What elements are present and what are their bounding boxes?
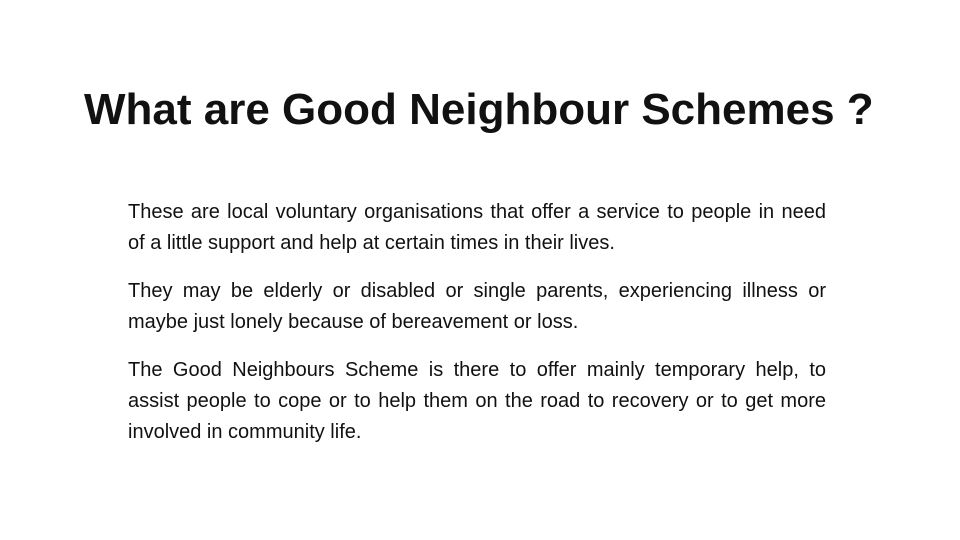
slide-title: What are Good Neighbour Schemes ? bbox=[84, 85, 874, 134]
paragraph-definition: These are local voluntary organisations that offer a service to people in need of a little support and help at certain times in their lives. bbox=[128, 201, 826, 254]
paragraph-purpose: The Good Neighbours Scheme is there to offer mainly temporary help, to assist people to cope or to help them on the road to recovery or to get more involved in community life. bbox=[128, 359, 826, 443]
paragraph-who-helped: They may be elderly or disabled or single parents, experiencing illness or maybe just lonely because of bereavement or loss. bbox=[128, 280, 826, 333]
slide-body bbox=[128, 197, 826, 448]
